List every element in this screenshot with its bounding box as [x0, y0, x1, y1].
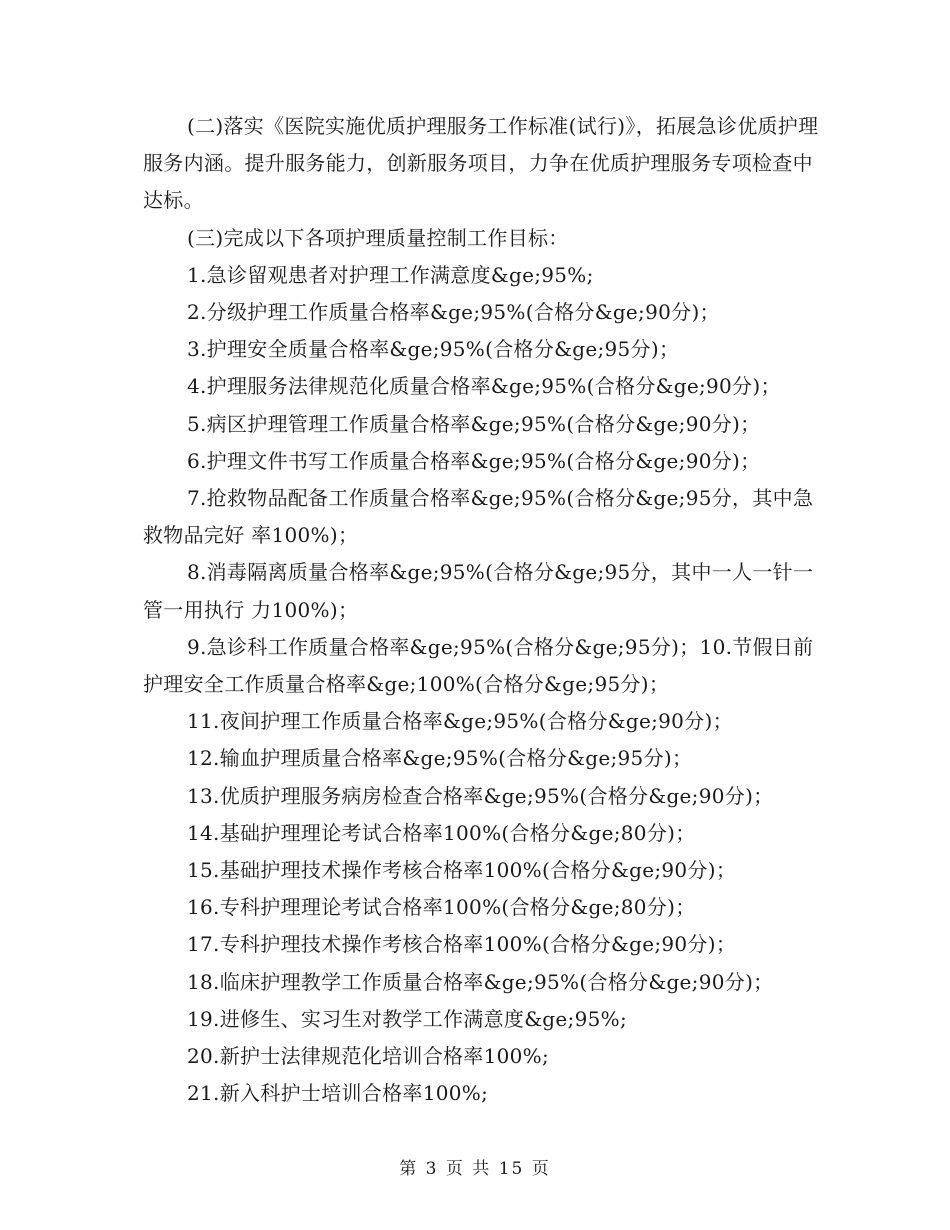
list-item-19: 19.进修生、实习生对教学工作满意度&ge;95%;	[187, 1006, 627, 1031]
list-item-14: 14.基础护理理论考试合格率100%(合格分&ge;80分)；	[187, 820, 696, 845]
list-item-4: 4.护理服务法律规范化质量合格率&ge;95%(合格分&ge;90分)；	[187, 374, 781, 399]
list-item-15: 15.基础护理技术操作考核合格率100%(合格分&ge;90分)；	[187, 858, 737, 883]
list-item-3: 3.护理安全质量合格率&ge;95%(合格分&ge;95分)；	[187, 337, 680, 362]
list-item-7: 7.抢救物品配备工作质量合格率&ge;95%(合格分&ge;95分，其中急救物品完好 率100%)；	[143, 486, 814, 548]
list-item-5: 5.病区护理管理工作质量合格率&ge;95%(合格分&ge;90分)；	[187, 411, 761, 436]
list-item-17: 17.专科护理技术操作考核合格率100%(合格分&ge;90分)；	[187, 932, 737, 957]
list-item-9-10: 9.急诊科工作质量合格率&ge;95%(合格分&ge;95分)；10.节假日前护理安全工作质量合格率&ge;100%(合格分&ge;95分)；	[143, 634, 814, 697]
list-item-1: 1.急诊留观患者对护理工作满意度&ge;95%;	[187, 262, 594, 287]
list-item-13: 13.优质护理服务病房检查合格率&ge;95%(合格分&ge;90分)；	[187, 783, 774, 808]
list-item-18: 18.临床护理教学工作质量合格率&ge;95%(合格分&ge;90分)；	[187, 969, 774, 994]
list-item-12: 12.输血护理质量合格率&ge;95%(合格分&ge;95分)；	[187, 746, 693, 771]
document-body	[143, 108, 823, 1112]
list-item-6: 6.护理文件书写工作质量合格率&ge;95%(合格分&ge;90分)；	[187, 448, 761, 473]
paragraph-2: (三)完成以下各项护理质量控制工作目标：	[187, 225, 569, 250]
list-item-20: 20.新护士法律规范化培训合格率100%;	[187, 1044, 550, 1069]
list-item-2: 2.分级护理工作质量合格率&ge;95%(合格分&ge;90分)；	[187, 300, 720, 325]
list-item-16: 16.专科护理理论考试合格率100%(合格分&ge;80分)；	[187, 895, 696, 920]
list-item-11: 11.夜间护理工作质量合格率&ge;95%(合格分&ge;90分)；	[187, 709, 733, 734]
list-item-8: 8.消毒隔离质量合格率&ge;95%(合格分&ge;95分，其中一人一针一管一用执行 力100%)；	[143, 560, 814, 622]
paragraph-1: (二)落实《医院实施优质护理服务工作标准(试行)》，拓展急诊优质护理服务内涵。提升服务能力，创新服务项目，力争在优质护理服务专项检查中达标。	[143, 114, 819, 213]
page-number-footer: 第 3 页 共 15 页	[399, 1159, 551, 1179]
list-item-21: 21.新入科护士培训合格率100%;	[187, 1081, 489, 1106]
